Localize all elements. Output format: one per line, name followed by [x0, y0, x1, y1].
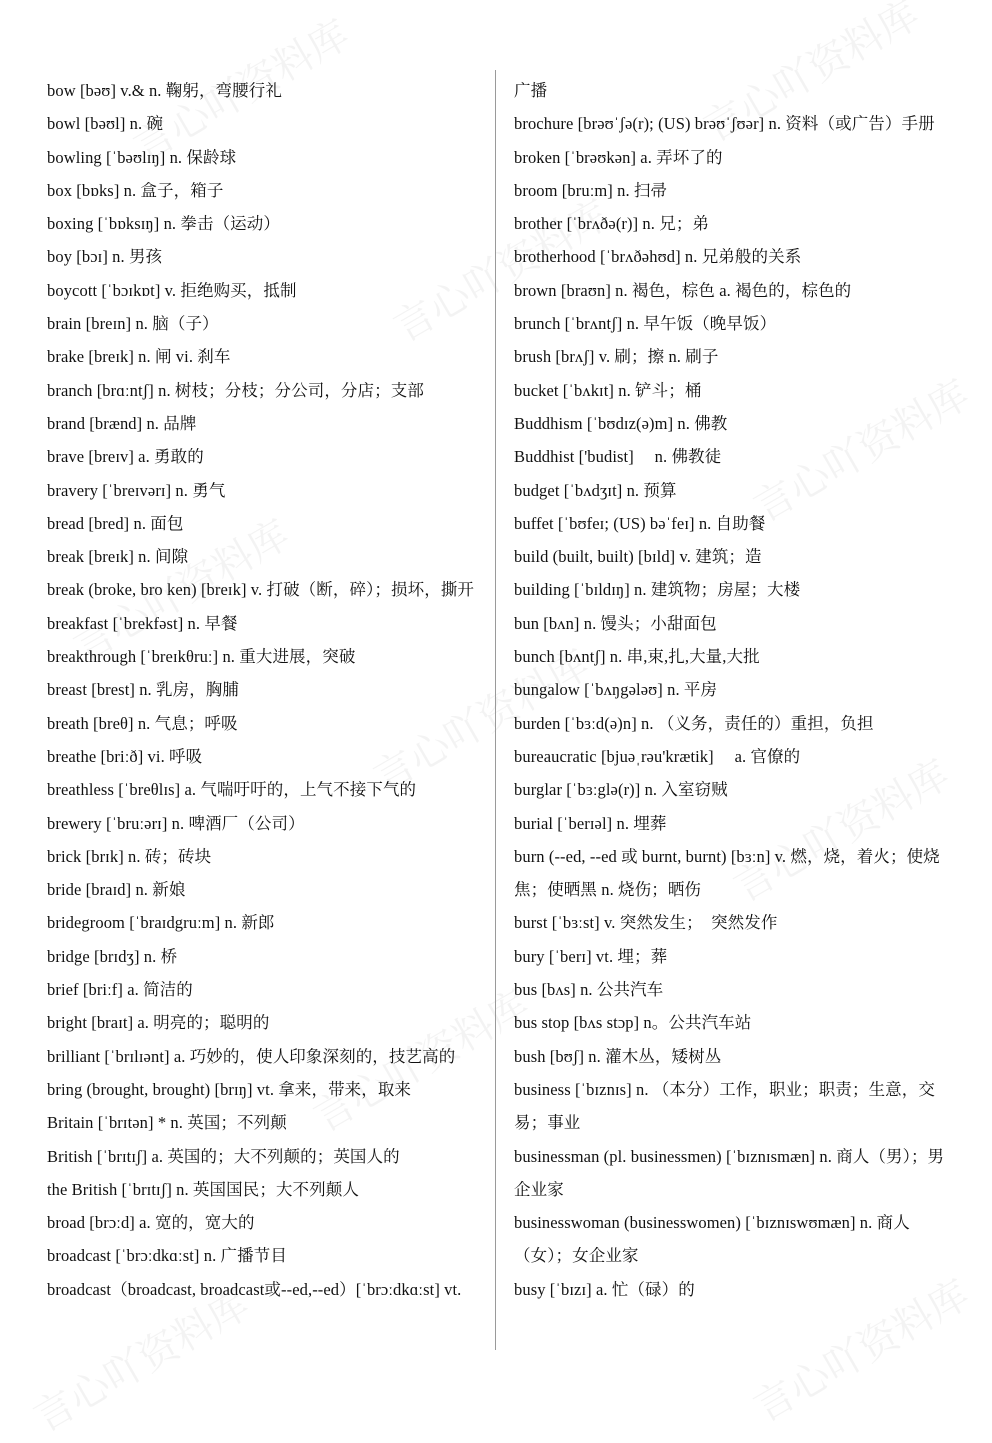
column-divider — [495, 70, 496, 1350]
vocab-entry: bread [bred] n. 面包 — [47, 513, 184, 533]
vocab-entry: 广播 — [514, 81, 548, 100]
vocab-entry: brick [brɪk] n. 砖；砖块 — [47, 846, 212, 866]
vocab-entry: bush [bʊʃ] n. 灌木丛，矮树丛 — [514, 1046, 722, 1066]
vocab-entry: bowling [ˈbəʊlɪŋ] n. 保龄球 — [47, 147, 237, 167]
vocab-entry: burst [ˈbɜːst] v. 突然发生； 突然发作 — [514, 913, 778, 933]
vocab-entry: Britain [ˈbrɪtən] * n. 英国；不列颠 — [47, 1113, 287, 1133]
vocab-entry: boy [bɔɪ] n. 男孩 — [47, 247, 163, 267]
vocab-entry: businessman (pl. businessmen) [ˈbɪznɪsmæn] n. 商人（男）；男企业家 — [514, 1146, 945, 1199]
vocab-entry: broken [ˈbrəʊkən] a. 弄坏了的 — [514, 147, 723, 167]
vocab-entry: bowl [bəʊl] n. 碗 — [47, 114, 164, 134]
vocab-entry: brochure [brəʊˈʃə(r); (US) brəʊˈʃʊər] n. 资料（或广告）手册 — [514, 114, 935, 134]
vocab-entry: brake [breɪk] n. 闸 vi. 刹车 — [47, 347, 231, 367]
vocab-entry: branch [brɑːntʃ] n. 树枝；分枝；分公司，分店；支部 — [47, 380, 424, 400]
vocab-entry: Buddhism [ˈbʊdɪz(ə)m] n. 佛教 — [514, 413, 728, 433]
vocab-entry: bun [bʌn] n. 馒头；小甜面包 — [514, 613, 717, 633]
vocab-entry: bridge [brɪdʒ] n. 桥 — [47, 946, 178, 966]
vocab-entry: bus stop [bʌs stɔp] n。公共汽车站 — [514, 1013, 752, 1033]
vocab-entry: brotherhood [ˈbrʌðəhʊd] n. 兄弟般的关系 — [514, 247, 802, 267]
vocab-entry: Buddhist ['budist] n. 佛教徒 — [514, 447, 722, 467]
vocab-entry: brilliant [ˈbrɪlɪənt] a. 巧妙的，使人印象深刻的，技艺高的 — [47, 1046, 456, 1066]
vocab-entry: box [bɒks] n. 盒子，箱子 — [47, 180, 224, 200]
vocab-entry: broadcast（broadcast, broadcast或--ed,--ed）[ˈbrɔːdkɑːst] vt. — [47, 1279, 462, 1299]
vocab-entry: brother [ˈbrʌðə(r)] n. 兄；弟 — [514, 214, 710, 234]
vocab-entry: brain [breɪn] n. 脑（子） — [47, 314, 219, 334]
vocab-entry: bring (brought, brought) [brɪŋ] vt. 拿来，带来，取来 — [47, 1079, 412, 1099]
vocab-entry: burden [ˈbɜːd(ə)n] n. （义务，责任的）重担，负担 — [514, 713, 874, 733]
vocab-entry: building [ˈbɪldɪŋ] n. 建筑物；房屋；大楼 — [514, 580, 801, 600]
vocab-entry: bridegroom [ˈbraɪdgruːm] n. 新郎 — [47, 913, 275, 933]
vocab-entry: boycott [ˈbɔɪkɒt] v. 拒绝购买，抵制 — [47, 280, 297, 300]
vocab-entry: break [breɪk] n. 间隙 — [47, 547, 189, 567]
vocab-entry: busy [ˈbɪzɪ] a. 忙（碌）的 — [514, 1279, 695, 1299]
vocab-entry: bucket [ˈbʌkɪt] n. 铲斗；桶 — [514, 380, 702, 400]
vocab-entry: burn (--ed, --ed 或 burnt, burnt) [bɜːn] v. 燃，烧，着火；使烧焦；使晒黑 n. 烧伤；晒伤 — [514, 846, 940, 900]
left-column — [47, 74, 487, 1306]
vocab-entry: bury [ˈberɪ] vt. 埋；葬 — [514, 946, 668, 966]
vocab-entry: bright [braɪt] a. 明亮的；聪明的 — [47, 1013, 270, 1033]
vocab-entry: brunch [ˈbrʌntʃ] n. 早午饭（晚早饭） — [514, 314, 777, 334]
vocab-entry: bunch [bʌntʃ] n. 串,束,扎,大量,大批 — [514, 647, 760, 667]
vocab-entry: bus [bʌs] n. 公共汽车 — [514, 980, 664, 1000]
vocab-entry: burglar [ˈbɜːglə(r)] n. 入室窃贼 — [514, 780, 728, 800]
vocab-entry: British [ˈbrɪtɪʃ] a. 英国的；大不列颠的；英国人的 — [47, 1146, 400, 1166]
vocab-entry: bride [braɪd] n. 新娘 — [47, 880, 186, 900]
vocab-entry: bungalow [ˈbʌŋgələʊ] n. 平房 — [514, 680, 718, 700]
vocab-entry: breath [breθ] n. 气息；呼吸 — [47, 713, 238, 733]
right-column — [514, 74, 946, 1306]
vocab-entry: bravery [ˈbreɪvərɪ] n. 勇气 — [47, 480, 226, 500]
vocab-entry: boxing [ˈbɒksɪŋ] n. 拳击（运动） — [47, 214, 280, 234]
vocab-entry: break (broke, bro ken) [breɪk] v. 打破（断，碎）；损坏，撕开 — [47, 580, 475, 600]
vocab-entry: buffet [ˈbʊfeɪ; (US) bəˈfeɪ] n. 自助餐 — [514, 513, 766, 533]
vocab-entry: brave [breɪv] a. 勇敢的 — [47, 447, 204, 467]
vocab-entry: the British [ˈbrɪtɪʃ] n. 英国国民；大不列颠人 — [47, 1179, 359, 1199]
vocab-entry: brief [briːf] a. 简洁的 — [47, 980, 193, 1000]
vocab-entry: breakfast [ˈbrekfəst] n. 早餐 — [47, 613, 238, 633]
vocab-entry: broadcast [ˈbrɔːdkɑːst] n. 广播节目 — [47, 1246, 287, 1266]
vocab-entry: brush [brʌʃ] v. 刷；擦 n. 刷子 — [514, 347, 719, 367]
vocab-entry: brewery [ˈbruːərɪ] n. 啤酒厂（公司） — [47, 813, 305, 833]
vocab-entry: businesswoman (businesswomen) [ˈbɪznɪswʊmæn] n. 商人（女）；女企业家 — [514, 1213, 910, 1266]
vocab-entry: breathe [briːð] vi. 呼吸 — [47, 746, 203, 766]
vocab-entry: breathless [ˈbreθlɪs] a. 气喘吁吁的，上气不接下气的 — [47, 780, 417, 800]
vocab-entry: brand [brænd] n. 品牌 — [47, 413, 197, 433]
vocab-entry: breakthrough [ˈbreɪkθruː] n. 重大进展，突破 — [47, 647, 356, 667]
vocab-entry: business [ˈbɪznɪs] n. （本分）工作，职业；职责；生意，交易；事业 — [514, 1079, 935, 1133]
vocab-entry: build (built, built) [bɪld] v. 建筑；造 — [514, 547, 762, 567]
vocab-entry: brown [braʊn] n. 褐色，棕色 a. 褐色的，棕色的 — [514, 280, 852, 300]
vocab-entry: bow [bəʊ] v.& n. 鞠躬，弯腰行礼 — [47, 81, 282, 100]
vocab-entry: broad [brɔːd] a. 宽的，宽大的 — [47, 1213, 255, 1233]
vocab-entry: bureaucratic [bjuəˌrəu'krætik] a. 官僚的 — [514, 746, 801, 766]
vocab-entry: breast [brest] n. 乳房，胸脯 — [47, 680, 240, 700]
vocab-entry: budget [ˈbʌdʒɪt] n. 预算 — [514, 480, 677, 500]
vocab-entry: broom [bruːm] n. 扫帚 — [514, 180, 668, 200]
vocab-entry: burial [ˈberɪəl] n. 埋葬 — [514, 813, 667, 833]
